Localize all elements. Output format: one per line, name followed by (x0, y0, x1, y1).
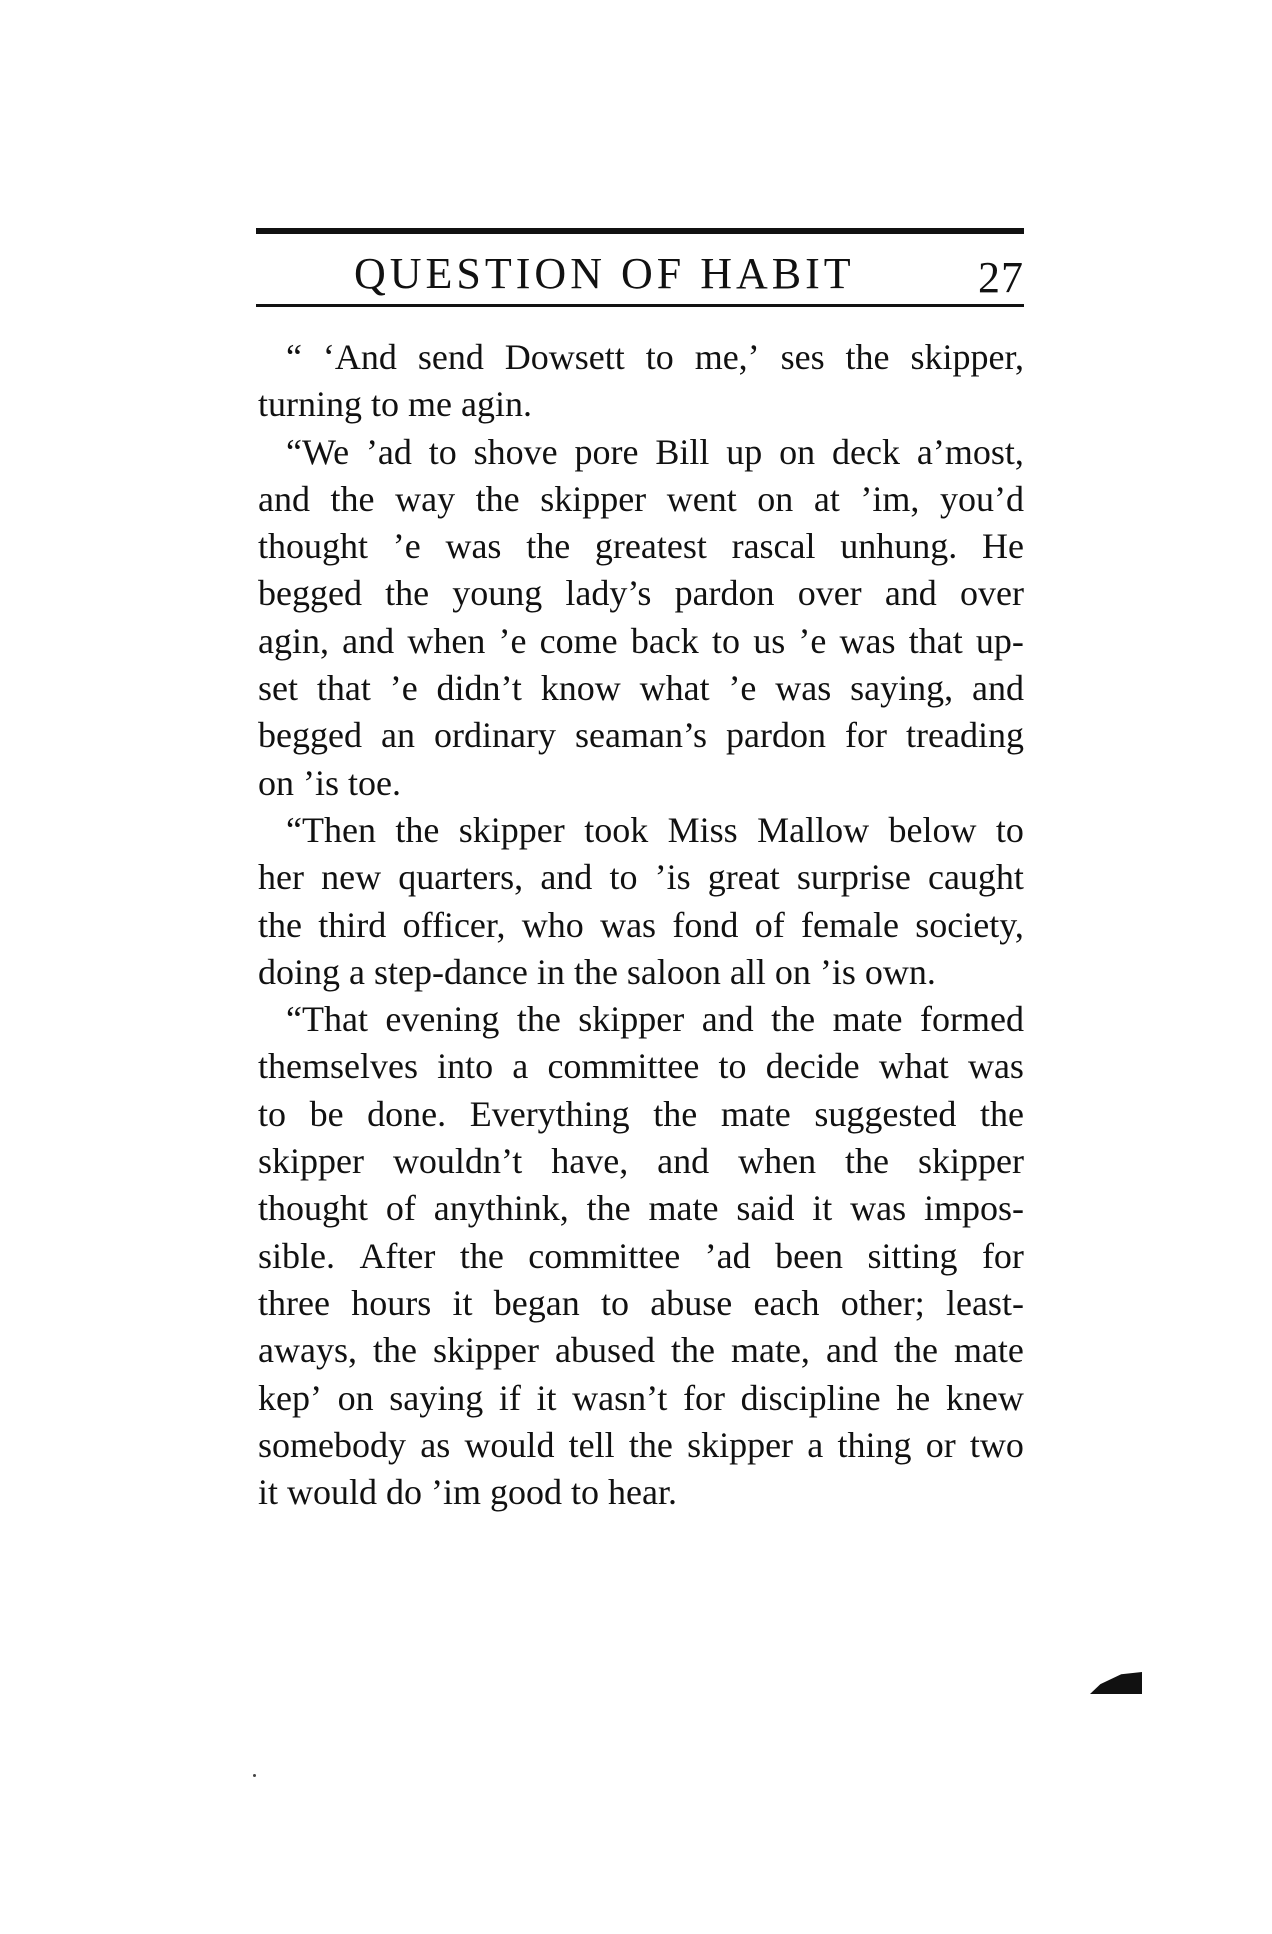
body-text (258, 334, 1024, 1516)
page-title: QUESTION OF HABIT (354, 249, 855, 298)
ink-dot (253, 1774, 256, 1777)
text-line: it would do ’im good to hear. (258, 1472, 677, 1513)
running-head (256, 246, 1024, 302)
text-line: and the way the skipper went on at ’im, you’d (258, 478, 1024, 519)
text-line: aways, the skipper abused the mate, and the mate (258, 1330, 1024, 1371)
text-line: somebody as would tell the skipper a thing or two (258, 1424, 1024, 1465)
text-line: turning to me agin. (258, 384, 532, 425)
text-line: begged the young lady’s pardon over and over (258, 573, 1024, 614)
text-line: her new quarters, and to ’is great surprise caught (258, 857, 1024, 898)
text-line: three hours it began to abuse each other; least- (258, 1282, 1024, 1323)
text-line: sible. After the committee ’ad been sitting for (258, 1235, 1024, 1276)
text-line: agin, and when ’e come back to us ’e was that up- (258, 620, 1024, 661)
text-line: “ ‘And send Dowsett to me,’ ses the skipper, (286, 337, 1024, 377)
header-rule-top (256, 228, 1024, 234)
text-line: begged an ordinary seaman’s pardon for treading (258, 715, 1024, 756)
header-rule-bottom (256, 304, 1024, 307)
text-line: thought ’e was the greatest rascal unhung. He (258, 526, 1024, 567)
text-line: thought of anythink, the mate said it was impos- (258, 1188, 1024, 1229)
text-line: doing a step-dance in the saloon all on ’is own. (258, 951, 936, 992)
text-line: to be done. Everything the mate suggested the (258, 1093, 1024, 1134)
text-line: skipper wouldn’t have, and when the skipper (258, 1141, 1024, 1182)
text-line: set that ’e didn’t know what ’e was saying, and (258, 668, 1024, 709)
text-line: “We ’ad to shove pore Bill up on deck a’most, (286, 431, 1024, 472)
text-line: themselves into a committee to decide what was (258, 1046, 1024, 1087)
text-line: kep’ on saying if it wasn’t for discipline he knew (258, 1377, 1024, 1418)
text-line: “That evening the skipper and the mate formed (286, 999, 1024, 1040)
text-line: “Then the skipper took Miss Mallow below to (286, 809, 1024, 850)
ink-blot (1090, 1672, 1142, 1694)
text-line: on ’is toe. (258, 762, 401, 803)
page-number: 27 (978, 253, 1024, 302)
text-line: the third officer, who was fond of female society, (258, 904, 1024, 945)
